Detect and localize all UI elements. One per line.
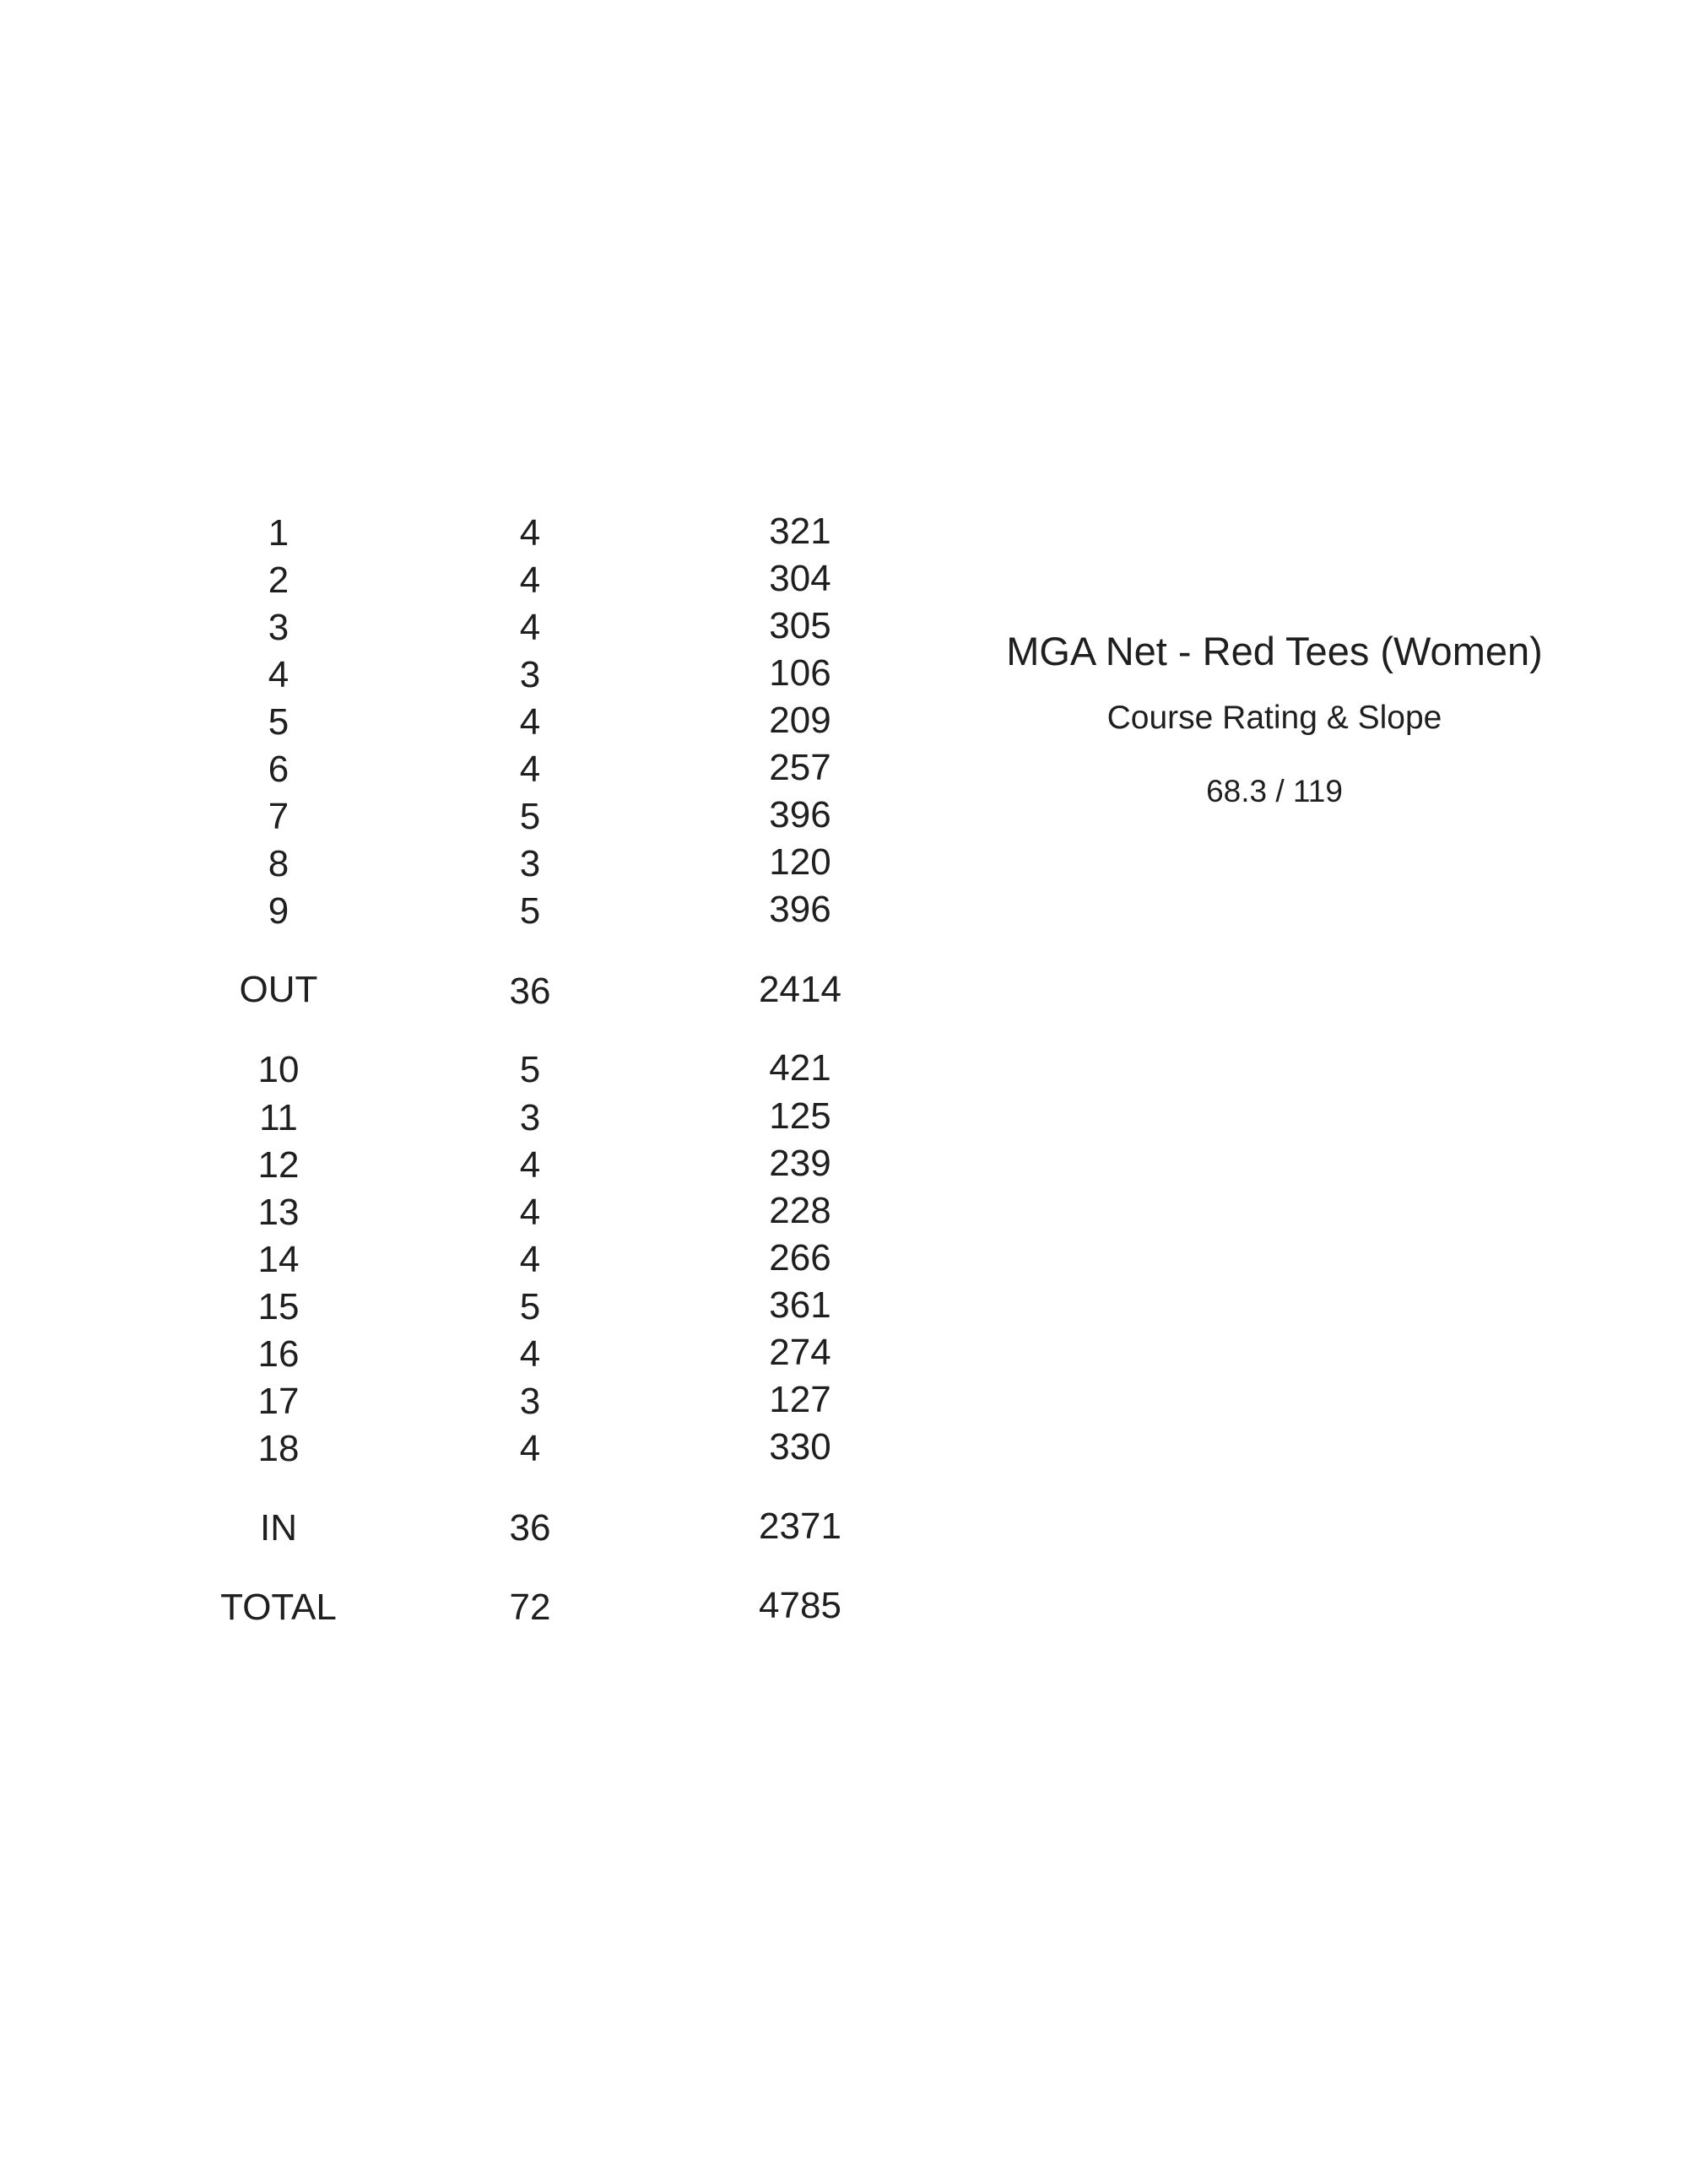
hole-number: 11 [259, 1097, 298, 1138]
hole-par: 4 [519, 1239, 541, 1280]
out-yards: 2414 [759, 969, 841, 1010]
hole-par: 4 [519, 607, 541, 648]
hole-yards: 421 [769, 1047, 831, 1089]
hole-yards: 266 [769, 1237, 831, 1279]
hole-yards: 361 [769, 1284, 831, 1326]
course-rating-value: 68.3 / 119 [1206, 774, 1343, 808]
hole-yards: 127 [769, 1379, 831, 1420]
hole-number: 7 [268, 796, 289, 837]
in-par: 36 [509, 1507, 551, 1549]
total-par: 72 [509, 1587, 551, 1628]
hole-yards: 257 [769, 747, 831, 788]
hole-par: 4 [519, 1428, 541, 1469]
hole-number: 3 [268, 607, 289, 648]
in-yards: 2371 [759, 1506, 841, 1547]
hole-par: 3 [519, 1381, 541, 1422]
hole-yards: 228 [769, 1190, 831, 1231]
hole-yards: 305 [769, 605, 831, 646]
hole-par: 4 [519, 512, 541, 554]
out-label: OUT [239, 969, 318, 1010]
hole-par: 4 [519, 1333, 541, 1375]
in-label: IN [260, 1507, 297, 1549]
hole-number: 10 [257, 1049, 300, 1090]
hole-yards: 396 [769, 889, 831, 930]
hole-par: 5 [519, 890, 541, 932]
hole-number: 13 [257, 1192, 300, 1233]
total-yards: 4785 [759, 1585, 841, 1626]
hole-yards: 209 [769, 700, 831, 741]
hole-par: 3 [519, 1097, 541, 1138]
hole-par: 4 [519, 560, 541, 601]
hole-number: 1 [268, 512, 289, 554]
out-par: 36 [509, 970, 551, 1012]
hole-number: 15 [257, 1286, 300, 1327]
hole-par: 3 [519, 843, 541, 884]
hole-number: 17 [257, 1381, 300, 1422]
hole-yards: 106 [769, 652, 831, 694]
hole-number: 12 [257, 1144, 300, 1186]
hole-yards: 304 [769, 558, 831, 599]
hole-par: 4 [519, 749, 541, 790]
hole-number: 9 [268, 890, 289, 932]
hole-par: 4 [519, 1144, 541, 1186]
hole-number: 5 [268, 701, 289, 743]
hole-number: 2 [268, 560, 289, 601]
hole-number: 14 [257, 1239, 300, 1280]
hole-par: 4 [519, 701, 541, 743]
hole-yards: 274 [769, 1332, 831, 1373]
hole-yards: 125 [769, 1095, 831, 1137]
hole-number: 6 [268, 749, 289, 790]
hole-par: 5 [519, 1049, 541, 1090]
hole-number: 18 [257, 1428, 300, 1469]
hole-par: 3 [519, 654, 541, 695]
total-label: TOTAL [220, 1587, 337, 1628]
hole-par: 5 [519, 796, 541, 837]
hole-number: 4 [268, 654, 289, 695]
course-rating-heading: Course Rating & Slope [1106, 700, 1442, 736]
hole-par: 5 [519, 1286, 541, 1327]
course-title: MGA Net - Red Tees (Women) [1006, 629, 1543, 673]
hole-yards: 120 [769, 841, 831, 883]
hole-number: 8 [268, 843, 289, 884]
hole-yards: 396 [769, 794, 831, 835]
hole-yards: 321 [769, 511, 831, 552]
hole-par: 4 [519, 1192, 541, 1233]
hole-number: 16 [257, 1333, 300, 1375]
hole-yards: 239 [769, 1143, 831, 1184]
hole-yards: 330 [769, 1426, 831, 1468]
